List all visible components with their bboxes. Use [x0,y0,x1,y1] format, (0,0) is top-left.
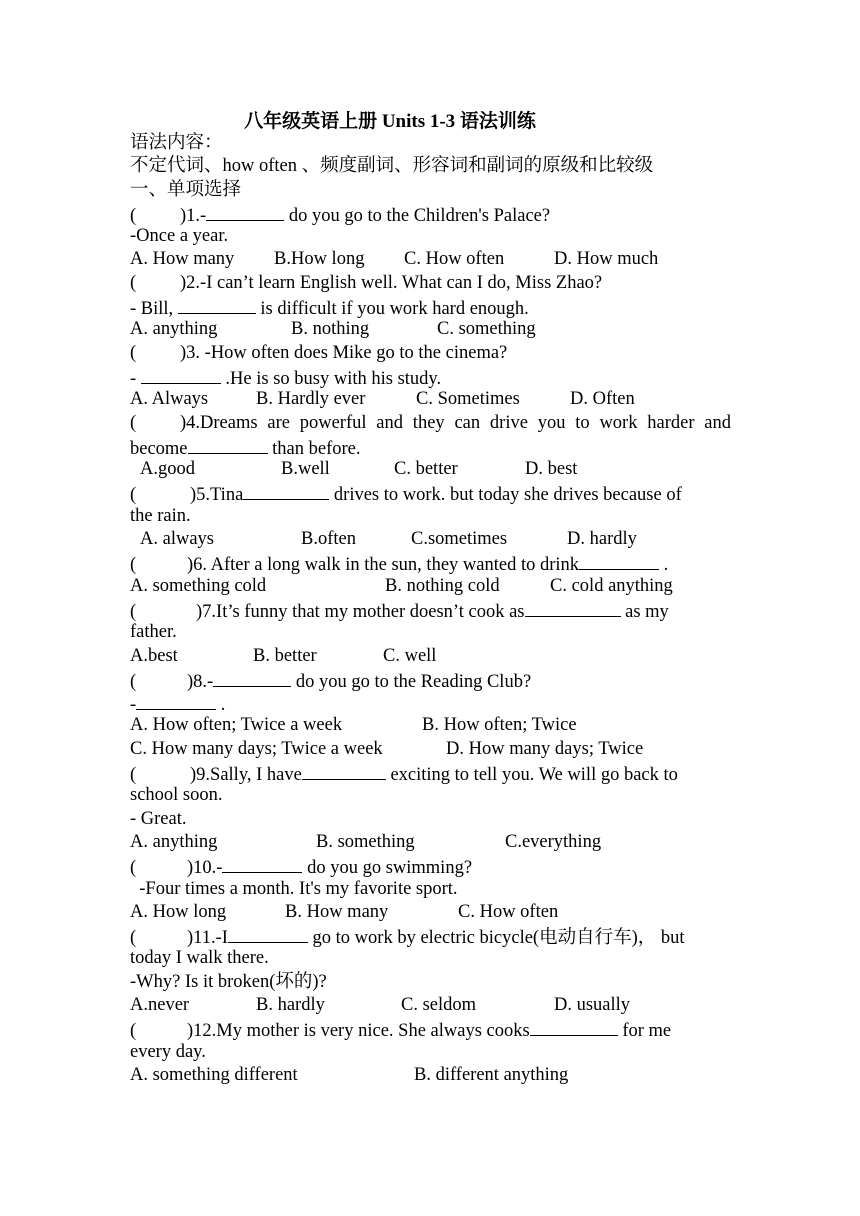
option-b: B.well [281,459,330,480]
question-6: ( )6. After a long walk in the sun, they wanted to drink . [130,551,731,574]
option-a: A. How long [130,901,227,922]
question-8: ( )8.- do you go to the Reading Club? [130,668,731,691]
option-b: B. nothing [291,319,370,340]
question-2-reply: - Bill, is difficult if you work hard enough. [130,295,731,318]
option-b: B. better [253,645,317,666]
option-b: B.How long [274,249,365,270]
option-c: C. something [437,319,536,340]
question-6-options [130,575,731,598]
option-a: A. something different [130,1064,298,1085]
question-1-reply: -Once a year. [130,226,229,247]
option-b: B. How many [285,901,389,922]
question-11-reply: -Why? Is it broken(坏的)? [130,971,327,992]
option-a: A. Always [130,389,209,410]
option-c: C. seldom [401,994,477,1015]
question-3: ( )3. -How often does Mike go to the cinema? [130,342,508,363]
answer-blank[interactable] [178,295,256,314]
question-11-cont: today I walk there. [130,948,269,969]
question-1: ( )1.- do you go to the Children's Palace? [130,202,731,225]
option-c: C. well [383,645,437,666]
page-title: 八年级英语上册 Units 1-3 语法训练 [244,111,536,132]
answer-blank[interactable] [213,668,291,687]
option-a: A. anything [130,831,218,852]
question-11: ( )11.-I go to work by electric bicycle(电动自行车)， but [130,924,731,947]
option-a: A.best [130,645,178,666]
question-10-reply: -Four times a month. It's my favorite sport. [130,878,458,899]
question-8-reply: - . [130,691,731,714]
option-a: A.good [140,459,195,480]
answer-blank[interactable] [530,1017,618,1036]
option-a: A.never [130,994,190,1015]
answer-blank[interactable] [222,854,302,873]
option-a: A. something cold [130,575,267,596]
answer-blank[interactable] [302,761,386,780]
option-d: D. How much [554,249,659,270]
option-b: B. different anything [414,1064,569,1085]
option-c: C.everything [505,831,602,852]
worksheet-content [130,132,731,1087]
option-d: D. usually [554,994,631,1015]
answer-blank[interactable] [243,481,329,500]
question-10-options [130,901,731,924]
option-c: C. How many days; Twice a week [130,738,383,759]
question-5: ( )5.Tina drives to work. but today she drives because of [130,481,731,504]
question-2-options [130,318,731,341]
option-c: C.sometimes [411,529,508,550]
option-d: D. best [525,459,578,480]
option-c: C. How often [458,901,559,922]
question-3-reply: - .He is so busy with his study. [130,365,731,388]
question-9-cont: school soon. [130,785,223,806]
answer-blank[interactable] [206,202,284,221]
option-c: C. Sometimes [416,389,520,410]
question-8-options [130,714,731,737]
question-7-options [130,645,731,668]
answer-blank[interactable] [525,598,621,617]
answer-blank[interactable] [188,435,268,454]
intro-topics: 不定代词、how often 、频度副词、形容词和副词的原级和比较级 [130,156,654,177]
option-d: D. hardly [567,529,637,550]
question-12-cont: every day. [130,1041,206,1062]
question-7: ( )7.It’s funny that my mother doesn’t cook as as my [130,598,731,621]
question-5-cont: the rain. [130,505,191,526]
question-4: ( )4.Dreams are powerful and they can drive you to work harder and [130,412,731,433]
option-a: A. anything [130,319,218,340]
question-1-options [130,248,731,271]
question-2: ( )2.-I can’t learn English well. What can I do, Miss Zhao? [130,272,603,293]
question-4-options [130,458,731,481]
option-d: D. How many days; Twice [446,738,644,759]
question-4-cont: become than before. [130,435,731,458]
question-5-options [130,528,731,551]
section-heading: 一、单项选择 [130,179,242,200]
option-b: B. hardly [256,994,325,1015]
question-9-options [130,831,731,854]
question-11-options [130,994,731,1017]
question-3-options [130,388,731,411]
intro-label: 语法内容： [130,133,223,153]
answer-blank[interactable] [579,551,659,570]
answer-blank[interactable] [228,924,308,943]
question-9-reply: - Great. [130,808,187,829]
question-8-options-2 [130,738,731,761]
question-10: ( )10.- do you go swimming? [130,854,731,877]
option-a: A. always [140,529,214,550]
answer-blank[interactable] [136,691,216,710]
option-a: A. How many [130,249,235,270]
option-a: A. How often; Twice a week [130,715,343,736]
option-b: B. Hardly ever [256,389,366,410]
question-12-options [130,1064,731,1087]
option-c: C. How often [404,249,505,270]
question-9: ( )9.Sally, I have exciting to tell you. We will go back to [130,761,731,784]
option-b: B.often [301,529,356,550]
answer-blank[interactable] [141,365,221,384]
option-d: D. Often [570,389,635,410]
question-12: ( )12.My mother is very nice. She always cooks for me [130,1017,731,1040]
option-c: C. better [394,459,458,480]
question-7-cont: father. [130,622,177,643]
option-b: B. nothing cold [385,575,500,596]
option-b: B. something [316,831,415,852]
option-c: C. cold anything [550,575,673,596]
option-b: B. How often; Twice [422,715,577,736]
